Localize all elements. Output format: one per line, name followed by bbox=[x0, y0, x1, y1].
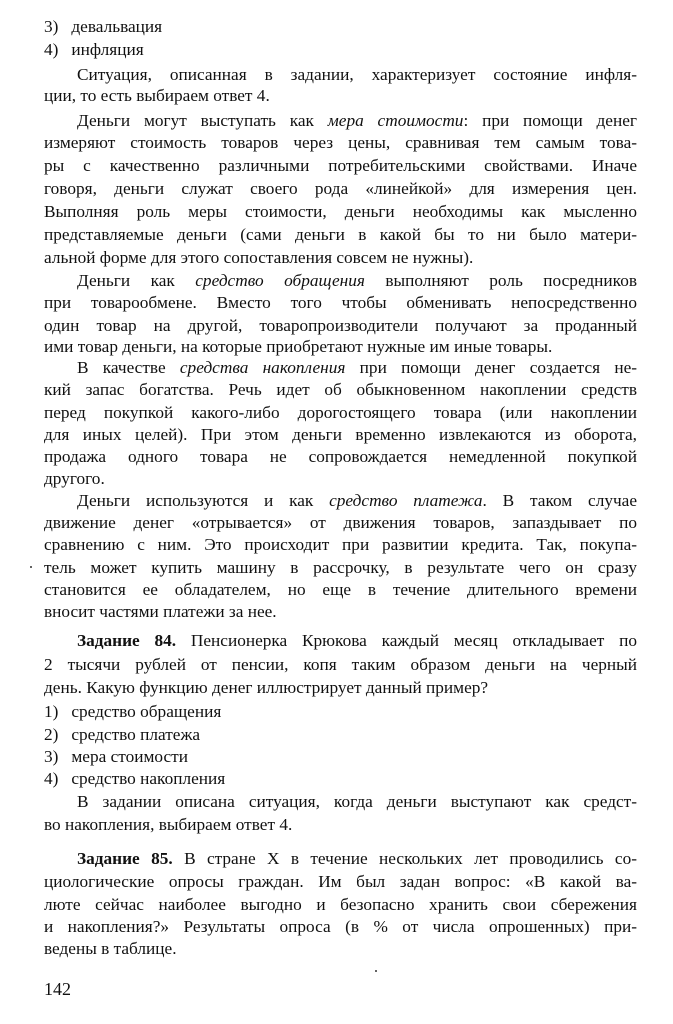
text-line bbox=[44, 579, 637, 601]
text-line bbox=[77, 791, 637, 813]
text-line bbox=[44, 315, 637, 337]
text-line bbox=[44, 379, 637, 401]
text-span: один товар на другой, товаропроизводители получают за проданный bbox=[44, 316, 637, 335]
text-span: ими товар деньги, на которые приобретают нужные им иные товары. bbox=[44, 337, 553, 356]
text-span: ции, то есть выбираем ответ 4. bbox=[44, 86, 270, 105]
text-span: 3) девальвация bbox=[44, 17, 163, 36]
text-line bbox=[44, 871, 637, 893]
italic-term: средства накопления bbox=[179, 358, 346, 377]
text-line bbox=[77, 490, 637, 512]
text-span: люте сейчас наиболее выгодно и безопасно хранить свои сбережения bbox=[44, 895, 637, 914]
text-span: Пенсионерка Крюкова каждый месяц откладывает по bbox=[176, 631, 637, 650]
text-line bbox=[77, 270, 637, 292]
text-span: ры с качественно различными потребительскими свойствами. Иначе bbox=[44, 156, 637, 175]
text-span: В задании описана ситуация, когда деньги выступают как средст- bbox=[77, 792, 637, 811]
text-line bbox=[44, 894, 637, 916]
text-line bbox=[77, 357, 637, 379]
text-span: сравнению с ним. Это происходит при развитии кредита. Так, покупа- bbox=[44, 535, 637, 554]
text-line bbox=[44, 601, 637, 623]
text-span: 3) мера стоимости bbox=[44, 747, 188, 766]
text-span: Выполняя роль меры стоимости, деньги необходимы как мысленно bbox=[44, 202, 637, 221]
text-span: 2 тысячи рублей от пенсии, копя таким образом деньги на черный bbox=[44, 655, 637, 674]
page-number: 142 bbox=[44, 979, 71, 999]
text-line bbox=[77, 630, 637, 652]
list-item bbox=[44, 39, 637, 61]
list-item bbox=[44, 768, 637, 790]
scan-speck bbox=[375, 970, 377, 972]
text-span: и накопления?» Результаты опроса (в % от числа опрошенных) при- bbox=[44, 917, 637, 936]
list-item bbox=[44, 746, 637, 768]
text-span: 2) средство платежа bbox=[44, 725, 201, 744]
text-line bbox=[44, 557, 637, 579]
italic-term: средство платежа bbox=[329, 491, 483, 510]
task-heading: Задание 84. bbox=[77, 631, 177, 650]
text-line bbox=[77, 64, 637, 86]
task-heading: Задание 85. bbox=[77, 849, 173, 868]
list-item bbox=[44, 724, 637, 746]
text-span: измеряют стоимость товаров через цены, сравнивая тем самым това- bbox=[44, 133, 637, 152]
text-span: тель может купить машину в рассрочку, в результате чего он сразу bbox=[44, 558, 637, 577]
text-span: 4) инфляция bbox=[44, 40, 144, 59]
list-item bbox=[44, 701, 637, 723]
scan-speck bbox=[30, 566, 32, 568]
text-span: Деньги используются и как bbox=[77, 491, 330, 510]
text-line bbox=[44, 224, 637, 246]
text-line bbox=[44, 654, 637, 676]
text-span: . В таком случае bbox=[482, 491, 637, 510]
text-span: становится ее обладателем, но еще в течение длительного времени bbox=[44, 580, 637, 599]
text-span: говоря, деньги служат своего рода «линейкой» для измерения цен. bbox=[44, 179, 637, 198]
text-line bbox=[44, 247, 637, 269]
text-line bbox=[44, 292, 637, 314]
text-line bbox=[44, 446, 637, 468]
text-span: при товарообмене. Вместо того чтобы обменивать непосредственно bbox=[44, 293, 637, 312]
text-line bbox=[44, 916, 637, 938]
text-line bbox=[44, 534, 637, 556]
italic-term: средство обращения bbox=[195, 271, 365, 290]
text-line bbox=[44, 85, 637, 107]
text-span: день. Какую функцию денег иллюстрирует данный пример? bbox=[44, 678, 489, 697]
text-line bbox=[44, 677, 637, 699]
text-line bbox=[77, 848, 637, 870]
text-span: для иных целей). При этом деньги временно извлекаются из оборота, bbox=[44, 425, 637, 444]
text-line bbox=[77, 110, 637, 132]
text-line bbox=[44, 402, 637, 424]
text-span: 4) средство накопления bbox=[44, 769, 226, 788]
text-line bbox=[44, 424, 637, 446]
text-span: вносит частями платежи за нее. bbox=[44, 602, 277, 621]
text-span: перед покупкой какого-либо дорогостоящего товара (или накоплении bbox=[44, 403, 637, 422]
text-span: 1) средство обращения bbox=[44, 702, 222, 721]
text-line bbox=[44, 468, 637, 490]
text-line bbox=[44, 336, 637, 358]
text-line bbox=[44, 938, 637, 960]
italic-term: мера стоимости bbox=[327, 111, 464, 130]
text-span: во накопления, выбираем ответ 4. bbox=[44, 815, 293, 834]
text-span: кий запас богатства. Речь идет об обыкновенном накоплении средств bbox=[44, 380, 637, 399]
text-span: Деньги как bbox=[77, 271, 196, 290]
text-span: В стране Х в течение нескольких лет проводились со- bbox=[172, 849, 637, 868]
text-span: продажа одного товара не сопровождается немедленной покупкой bbox=[44, 447, 637, 466]
text-span: другого. bbox=[44, 469, 105, 488]
text-line bbox=[44, 512, 637, 534]
text-span: Деньги могут выступать как bbox=[77, 111, 328, 130]
text-span: циологические опросы граждан. Им был задан вопрос: «В какой ва- bbox=[44, 872, 637, 891]
text-span: Ситуация, описанная в задании, характеризует состояние инфля- bbox=[77, 65, 637, 84]
text-line bbox=[44, 814, 637, 836]
text-line bbox=[44, 155, 637, 177]
text-span: при помощи денег создается не- bbox=[345, 358, 637, 377]
text-span: альной форме для этого сопоставления совсем не нужны). bbox=[44, 248, 474, 267]
text-span: движение денег «отрывается» от движения товаров, запаздывает по bbox=[44, 513, 637, 532]
text-line bbox=[44, 178, 637, 200]
list-item bbox=[44, 16, 637, 38]
text-line bbox=[44, 201, 637, 223]
text-line bbox=[44, 132, 637, 154]
text-span: ведены в таблице. bbox=[44, 939, 177, 958]
text-span: представляемые деньги (сами деньги в какой бы то ни было матери- bbox=[44, 225, 637, 244]
text-span: : при помощи денег bbox=[463, 111, 637, 130]
text-span: В качестве bbox=[77, 358, 180, 377]
text-span: выполняют роль посредников bbox=[364, 271, 637, 290]
